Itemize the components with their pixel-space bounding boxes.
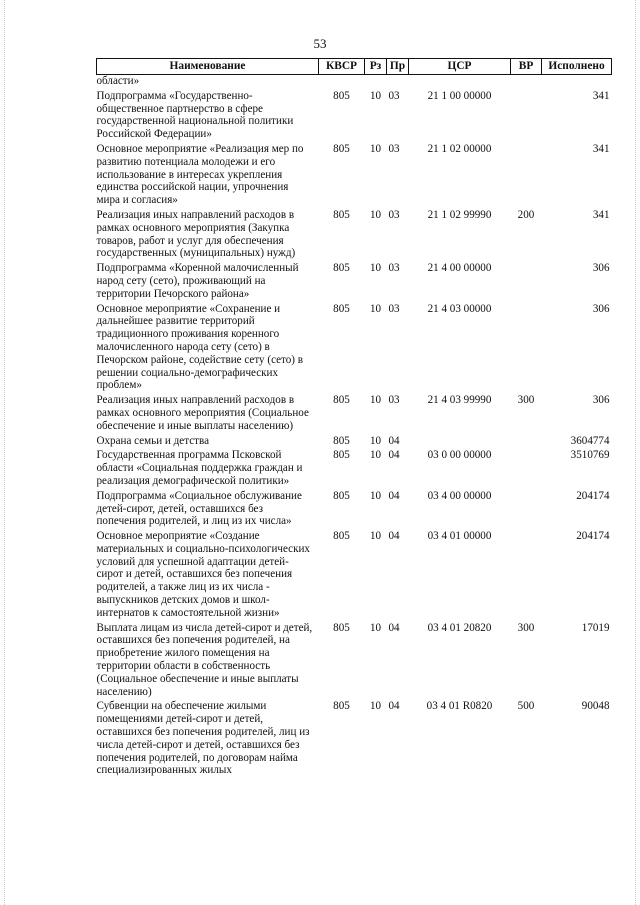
header-kvsr: КВСР	[319, 59, 365, 75]
cell-rz: 10	[369, 89, 382, 102]
table-row	[97, 209, 612, 262]
cell-name: Подпрограмма «Социальное обслуживание детей-сирот, детей, оставшихся без попечения родителей, и лиц из их числа»	[96, 489, 302, 528]
table-row	[97, 449, 612, 489]
table-row	[97, 700, 612, 779]
table-row	[97, 303, 612, 395]
cell-pr: 03	[388, 262, 400, 275]
cell-pr: 04	[388, 530, 400, 543]
cell-vr	[511, 143, 542, 209]
cell-vr	[511, 530, 542, 622]
table-row	[97, 75, 612, 90]
cell-pr	[387, 75, 409, 90]
cell-kvsr: 805	[333, 208, 350, 221]
cell-done: 204174	[576, 489, 610, 502]
cell-name: Основное мероприятие «Сохранение и дальнейшее развитие территорий традиционного проживания коренного малочисленного народа сету (сето) в Печорском районе, содействие сету (сето) в решении социально-демографических проблем»	[96, 302, 304, 392]
cell-rz: 10	[369, 142, 382, 155]
cell-pr: 04	[388, 449, 400, 462]
cell-kvsr: 805	[333, 530, 350, 543]
cell-rz: 10	[369, 700, 382, 713]
cell-pr: 04	[388, 621, 400, 634]
cell-name: Подпрограмма «Коренной малочисленный народ сету (сето), проживающий на территории Печорского района»	[96, 262, 299, 300]
cell-vr	[511, 262, 542, 302]
cell-csr: 21 4 03 99990	[427, 394, 492, 407]
table-row	[97, 490, 612, 530]
cell-rz	[365, 75, 387, 90]
left-edge-mark	[4, 0, 5, 905]
cell-pr: 04	[388, 434, 400, 447]
cell-rz: 10	[369, 302, 382, 315]
cell-pr: 03	[388, 208, 400, 221]
cell-vr: 300	[517, 394, 535, 407]
page-number: 53	[313, 36, 327, 51]
table-row	[97, 90, 612, 143]
cell-csr	[409, 75, 511, 90]
budget-table	[96, 58, 612, 779]
cell-pr: 03	[388, 394, 400, 407]
cell-done: 341	[592, 208, 610, 221]
cell-name: Охрана семьи и детства	[96, 434, 209, 447]
cell-name: Основное мероприятие «Создание материальных и социально-психологических условий для успешной адаптации детей-сирот и детей, оставшихся без попечения родителей, а также лиц из их числа - выпускников детских домов и школ-интернатов к самостоятельной жизни»	[96, 530, 310, 619]
cell-kvsr: 805	[333, 262, 350, 275]
header-vr: ВР	[511, 59, 542, 75]
cell-name: области»	[96, 75, 140, 87]
table-row	[97, 143, 612, 209]
cell-pr: 03	[388, 89, 400, 102]
cell-done: 306	[592, 394, 610, 407]
table-row	[97, 394, 612, 434]
cell-rz: 10	[369, 530, 382, 543]
cell-name: Реализация иных направлений расходов в рамках основного мероприятия (Социальное обеспечение и иные выплаты населению)	[96, 394, 309, 432]
cell-csr: 21 4 03 00000	[427, 302, 492, 315]
cell-csr: 03 0 00 00000	[427, 449, 492, 462]
cell-name: Основное мероприятие «Реализация мер по развитию потенциала молодежи и его использование в интересах укрепления единства российской нации, упрочнения мира и согласия»	[96, 142, 304, 207]
cell-kvsr: 805	[333, 700, 350, 713]
cell-vr	[511, 90, 542, 143]
cell-done: 90048	[581, 700, 610, 713]
cell-name: Субвенции на обеспечение жилыми помещениями детей-сирот и детей, оставшихся без попечения родителей, лиц из числа детей-сирот и детей, оставшихся без попечения родителей, по договорам найма специализированных жилых	[96, 700, 310, 777]
cell-vr: 200	[517, 208, 535, 221]
cell-done: 341	[592, 142, 610, 155]
cell-pr: 04	[388, 489, 400, 502]
cell-name: Выплата лицам из числа детей-сирот и детей, оставшихся без попечения родителей, на приобретение жилого помещения на территории области в собственность (Социальное обеспечение и иные выплаты населению)	[96, 621, 313, 698]
table-body	[97, 75, 612, 780]
right-edge-mark	[635, 0, 636, 905]
cell-rz: 10	[369, 621, 382, 634]
header-rz: Рз	[365, 59, 387, 75]
cell-pr: 03	[388, 142, 400, 155]
cell-done: 306	[592, 262, 610, 275]
cell-done	[542, 75, 612, 90]
header-pr: Пр	[387, 59, 409, 75]
cell-rz: 10	[369, 262, 382, 275]
cell-csr: 03 4 01 00000	[427, 530, 492, 543]
cell-vr	[511, 449, 542, 489]
cell-kvsr: 805	[333, 142, 350, 155]
header-name: Наименование	[97, 59, 319, 75]
header-csr: ЦСР	[409, 59, 511, 75]
table-row	[97, 530, 612, 622]
cell-csr: 21 1 02 00000	[427, 142, 492, 155]
cell-vr	[511, 435, 542, 450]
cell-csr: 21 1 02 99990	[427, 208, 492, 221]
table-row	[97, 435, 612, 450]
cell-name: Государственная программа Псковской области «Социальная поддержка граждан и реализация демографической политики»	[96, 449, 303, 487]
table-header	[97, 59, 612, 75]
cell-vr: 300	[517, 621, 535, 634]
cell-csr	[409, 435, 511, 450]
cell-rz: 10	[369, 449, 382, 462]
cell-csr: 21 1 00 00000	[427, 89, 492, 102]
cell-vr	[511, 490, 542, 530]
cell-kvsr: 805	[333, 449, 350, 462]
cell-kvsr: 805	[333, 89, 350, 102]
cell-rz: 10	[369, 489, 382, 502]
table-row	[97, 262, 612, 302]
cell-pr: 03	[388, 302, 400, 315]
header-done: Исполнено	[542, 59, 612, 75]
cell-rz: 10	[369, 434, 382, 447]
cell-csr: 03 4 00 00000	[427, 489, 492, 502]
cell-vr: 500	[517, 700, 535, 713]
cell-kvsr: 805	[333, 394, 350, 407]
cell-rz: 10	[369, 394, 382, 407]
cell-pr: 04	[388, 700, 400, 713]
cell-kvsr: 805	[333, 489, 350, 502]
cell-csr: 21 4 00 00000	[427, 262, 492, 275]
cell-kvsr: 805	[333, 302, 350, 315]
cell-done: 3604774	[570, 434, 610, 447]
cell-kvsr: 805	[333, 621, 350, 634]
cell-kvsr	[319, 75, 365, 90]
cell-done: 204174	[576, 530, 610, 543]
table-row	[97, 622, 612, 701]
cell-vr	[511, 75, 542, 90]
cell-name: Реализация иных направлений расходов в рамках основного мероприятия (Закупка товаров, работ и услуг для обеспечения государственных (муниципальных) нужд)	[96, 208, 296, 260]
cell-csr: 03 4 01 R0820	[426, 700, 493, 713]
cell-name: Подпрограмма «Государственно-общественное партнерство в сфере государственной национальной политики Российской Федерации»	[96, 89, 294, 141]
cell-done: 306	[592, 302, 610, 315]
cell-kvsr: 805	[333, 434, 350, 447]
cell-done: 17019	[581, 621, 610, 634]
cell-done: 341	[592, 89, 610, 102]
cell-vr	[511, 303, 542, 395]
cell-csr: 03 4 01 20820	[427, 621, 492, 634]
cell-rz: 10	[369, 208, 382, 221]
cell-done: 3510769	[570, 449, 610, 462]
